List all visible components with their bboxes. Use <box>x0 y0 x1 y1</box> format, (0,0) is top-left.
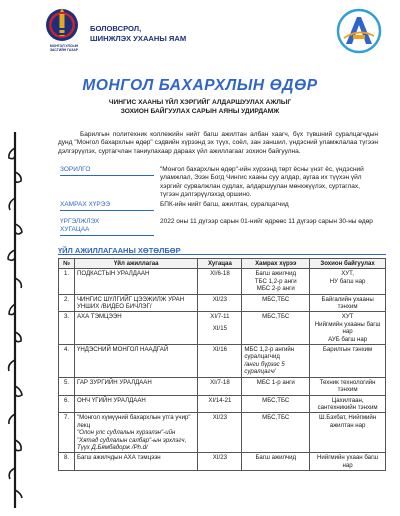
ministry-name-line2: ШИНЖЛЭХ УХААНЫ ЯАМ <box>90 33 187 43</box>
row-date-line: XI/7-11 <box>210 313 230 321</box>
row-date: XI/23 <box>198 453 242 471</box>
page-subtitle <box>0 99 400 116</box>
table-row <box>59 413 386 453</box>
row-scope: МБС,ТБС <box>242 413 310 453</box>
row-scope: МБС,ТБС <box>242 395 310 413</box>
row-organizer-line: АУБ багш нар <box>328 335 368 343</box>
section-title: ҮЙЛ АЖИЛЛАГААНЫ ХӨТӨЛБӨР <box>58 246 181 255</box>
row-number: 4. <box>59 345 75 378</box>
ministry-name <box>90 24 186 43</box>
row-scope <box>242 345 310 378</box>
row-scope: Багш ажилчид <box>242 453 310 471</box>
row-number: 7. <box>59 413 75 453</box>
row-number: 6. <box>59 395 75 413</box>
row-organizer-line: ХУТ <box>341 313 354 321</box>
row-date: XI/14-21 <box>198 395 242 413</box>
row-organizer: Техник технологийн тэнхим <box>310 377 386 395</box>
row-organizer <box>310 312 386 345</box>
table-row <box>59 453 386 471</box>
col-header-organizer: Зохион байгуулах <box>310 259 386 269</box>
row-scope-line: МБС 1,2-р ангийн суралцагчид <box>244 346 295 361</box>
document-header <box>0 0 400 60</box>
row-number: 5. <box>59 377 75 395</box>
table-header-row <box>59 259 386 269</box>
row-activity-line: "Монгол хүмүүний бахархлын утга учир" лекц <box>76 414 191 429</box>
goal-underline <box>60 175 154 176</box>
row-scope: МБС,ТБС <box>242 312 310 345</box>
row-date-line: XI/15 <box>212 324 228 332</box>
row-number: 3. <box>59 312 75 345</box>
row-date: XI/23 <box>198 413 242 453</box>
row-date <box>198 312 242 345</box>
row-organizer: Нийгмийн ухаан багш нар <box>310 453 386 471</box>
soyombo-emblem-icon <box>44 6 80 44</box>
table-row <box>59 345 386 378</box>
row-scope: МБС,ТБС <box>242 294 310 312</box>
col-header-number: № <box>59 259 75 269</box>
subtitle-line2: ЗОХИОН БАЙГУУЛАХ САРЫН АЯНЫ УДИРДАМЖ <box>120 107 280 115</box>
row-organizer: Ш.Бэхбат, Нийгмийн ажилтан нар <box>310 413 386 453</box>
row-date: XI/6-18 <box>198 269 242 294</box>
section-divider <box>58 254 386 255</box>
row-scope-line: МБС 2-р анги <box>256 285 295 293</box>
ministry-small-caption: МОНГОЛ УЛСЫН ЗАСГИЙН ГАЗАР <box>49 44 79 52</box>
row-organizer: Цахилгаан, сантехникийн тэнхим <box>310 395 386 413</box>
activity-table <box>58 258 386 471</box>
table-row <box>59 377 386 395</box>
row-date: XI/16 <box>198 345 242 378</box>
mongolian-script-ornament-icon <box>4 128 26 512</box>
row-organizer: Барилгын тэнхим <box>310 345 386 378</box>
row-scope-line: Багш ажилчид <box>255 270 297 278</box>
subtitle-line1: ЧИНГИС ХААНЫ ҮЙЛ ХЭРГИЙГ АЛДАРШУУЛАХ АЖЛЫГ <box>108 99 292 106</box>
row-number: 2. <box>59 294 75 312</box>
row-number: 8. <box>59 453 75 471</box>
row-organizer-line: Нийгмийн ухааны багш нар <box>314 320 381 336</box>
goal-value: "Монгол бахархлын өдөр"-ийн хүрээнд төрт ёсны үнэт ёс, үндэсний уламжлал, Эзэн Богд Чингис хааны суу алдар, аугаа их түүхэн үйл хэргийг сурвалжлан судлах, алдаршуулан мөнхжүүлэх, суртаглах, түгээн дэлгэрүүлэхэд оршино. <box>160 166 364 199</box>
goal-label: ЗОРИЛГО <box>60 166 91 173</box>
row-activity-note: "Олон улс судлалын хүрээлэн"-ийн "Хятад судлалын салбар"-ын эрхлэгч, Түүх Д.Бямбадорж /Ph.d/ <box>76 429 187 451</box>
letter-a-logo-icon <box>336 8 382 54</box>
table-row <box>59 312 386 345</box>
row-scope-line: ТБС 1,2-р анги <box>254 277 297 285</box>
table-row <box>59 395 386 413</box>
row-scope: МБС 1-р анги <box>242 377 310 395</box>
page-title: МОНГОЛ БАХАРХЛЫН ӨДӨР <box>82 77 318 94</box>
row-date: XI/7-18 <box>198 377 242 395</box>
scope-underline <box>60 210 154 211</box>
col-header-activity: Үйл ажиллагаа <box>74 259 197 269</box>
period-label <box>60 218 142 235</box>
row-organizer-line: ХУТ, <box>341 270 354 278</box>
period-label-line2: ХУГАЦАА <box>60 226 90 234</box>
row-scope <box>242 269 310 294</box>
row-organizer-line: НУ багш нар <box>329 277 366 285</box>
table-row <box>59 294 386 312</box>
col-header-date: Хугацаа <box>198 259 242 269</box>
period-underline <box>60 235 154 236</box>
scope-label: ХАМРАХ ХҮРЭЭ <box>60 201 111 208</box>
intro-paragraph: Барилгын политехник коллежийн нийт багш ажилтан албан хаагч, бүх түвшний суралцагчдын дунд "Монгол бахархлын өдөр" сэдвийн хүрээнд эх түүх, соёл, зан заншил, үндэсний уламжлалаа түгээн дэлгэрүүлэх, суртагчлан таниулахаар дараах үйл ажиллагааг зохион байгуулна. <box>58 131 378 155</box>
row-activity: ПОДКАСТЫН УРАЛДААН <box>74 269 197 294</box>
period-label-line1: ҮРГЭЛЖЛЭХ <box>60 218 100 225</box>
row-activity: ГАР ЗУРГИЙН УРАЛДААН <box>74 377 197 395</box>
row-activity: АХА ТЭМЦЭЭН <box>74 312 197 345</box>
row-activity: Багш ажилчдын АХА тэмцээн <box>74 453 197 471</box>
row-activity: ЧИНГИС ШҮЛГИЙГ ЦЭЭЖИЛЖ УРАН УНШИХ /ВИДЕО БИЧЛЭГ/ <box>74 294 197 312</box>
col-header-scope: Хамрах хүрээ <box>242 259 310 269</box>
table-row <box>59 269 386 294</box>
row-activity: ОНЧ ҮГИЙН УРАЛДААН <box>74 395 197 413</box>
row-date: XI/23 <box>198 294 242 312</box>
row-organizer <box>310 269 386 294</box>
row-organizer: Байгалийн ухааны тэнхим <box>310 294 386 312</box>
row-scope-note: /анги бүрээс 5 суралцагч/ <box>244 360 285 376</box>
scope-value: БПК-ийн нийт багш, ажилтан, суралцагчид <box>160 201 289 208</box>
ministry-name-line1: БОЛОВСРОЛ, <box>90 24 142 33</box>
row-activity: ҮНДЭСНИЙ МОНГОЛ НААДГАЙ <box>74 345 197 378</box>
row-number: 1. <box>59 269 75 294</box>
period-value: 2022 оны 11 дүгээр сарын 01-нийг өдрөөс 11 дүгээр сарын 30-ны өдөр <box>160 218 373 225</box>
row-activity <box>74 413 197 453</box>
